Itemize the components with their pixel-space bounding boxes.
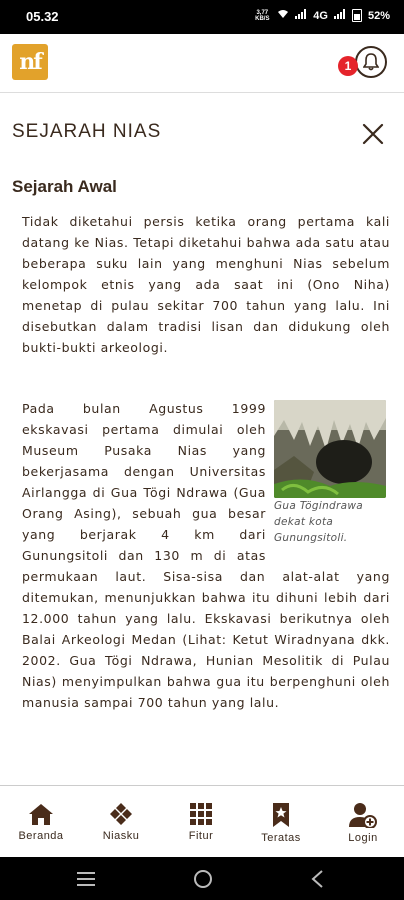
wifi-icon	[277, 9, 289, 22]
network-type: 4G	[313, 9, 328, 22]
home-icon	[28, 802, 54, 826]
network-speed: 3,77 KB/S	[255, 9, 270, 22]
nav-item-teratas[interactable]	[241, 786, 321, 858]
status-bar	[0, 0, 404, 34]
figure-caption: Gua Tögindrawa dekat kota Gunungsitoli.	[274, 500, 363, 544]
bookmark-star-icon	[268, 802, 294, 828]
signal-icon-2	[334, 9, 346, 22]
app-header	[0, 34, 404, 93]
status-icons	[253, 9, 390, 22]
app-logo[interactable]: nf	[12, 44, 48, 80]
nav-label-beranda: Beranda	[18, 830, 64, 842]
back-icon[interactable]	[310, 869, 324, 893]
system-nav	[0, 857, 404, 900]
battery-level: 52%	[367, 9, 390, 22]
paragraph-2-block	[22, 398, 390, 713]
paragraph-1: Tidak diketahui persis ketika orang pertama kali datang ke Nias. Tetapi diketahui bahwa ada satu atau beberapa suku lain yang menghuni Nias sebelum kelompok etnis yang ada saat ini (Ono Niha) menetap di pulau sekitar 700 tahun yang lalu. Ini disebutkan dalam tradisi lisan dan didukung oleh bukti-bukti arkeologi.	[22, 214, 390, 355]
nav-label-login: Login	[348, 832, 378, 844]
grid-icon	[188, 802, 214, 826]
nav-label-niasku: Niasku	[102, 830, 140, 842]
nav-item-beranda[interactable]	[1, 786, 81, 858]
bell-icon[interactable]	[355, 46, 387, 78]
section-title: Sejarah Awal	[12, 177, 117, 196]
nav-item-login[interactable]	[323, 786, 403, 858]
recents-icon[interactable]	[76, 871, 96, 891]
figure	[274, 400, 390, 546]
paragraph-2: Pada bulan Agustus 1999 ekskavasi pertama dimulai oleh Museum Pusaka Nias yang bekerjasama dengan Universitas Airlangga di Gua Tögi Ndrawa (Gua Orang Asing), sebuah gua besar yang berjarak 4 km dari Gunungsitoli dan 130 m di atas permukaan laut. Sisa-sisa dan alat-alat yang ditemukan, menunjukkan bahwa itu dihuni lebih dari 12.000 tahun yang lalu. Ekskavasi berikutnya oleh Balai Arkeologi Medan (Lihat: Ketut Wiradnyana dkk. 2002. Gua Tögi Ndrawa, Hunian Mesolitik di Pulau Nias) menyimpulkan bahwa gua itu berpenghuni oleh manusia sampai 700 tahun yang lalu.	[22, 401, 390, 710]
page-title: SEJARAH NIAS	[12, 121, 162, 142]
nav-item-fitur[interactable]	[161, 786, 241, 858]
battery-icon	[352, 9, 362, 22]
close-icon[interactable]	[360, 121, 386, 147]
bottom-nav	[0, 785, 404, 858]
add-user-icon	[349, 802, 377, 828]
diamond-grid-icon	[108, 802, 134, 826]
notification-badge[interactable]: 1	[338, 56, 358, 76]
status-time: 05.32	[26, 9, 59, 24]
home-button-icon[interactable]	[193, 869, 213, 893]
signal-icon	[295, 9, 307, 22]
nav-item-niasku[interactable]	[81, 786, 161, 858]
nav-label-teratas: Teratas	[261, 832, 301, 844]
content-area[interactable]	[0, 93, 404, 785]
nav-label-fitur: Fitur	[188, 830, 214, 842]
cave-image[interactable]	[274, 400, 386, 498]
